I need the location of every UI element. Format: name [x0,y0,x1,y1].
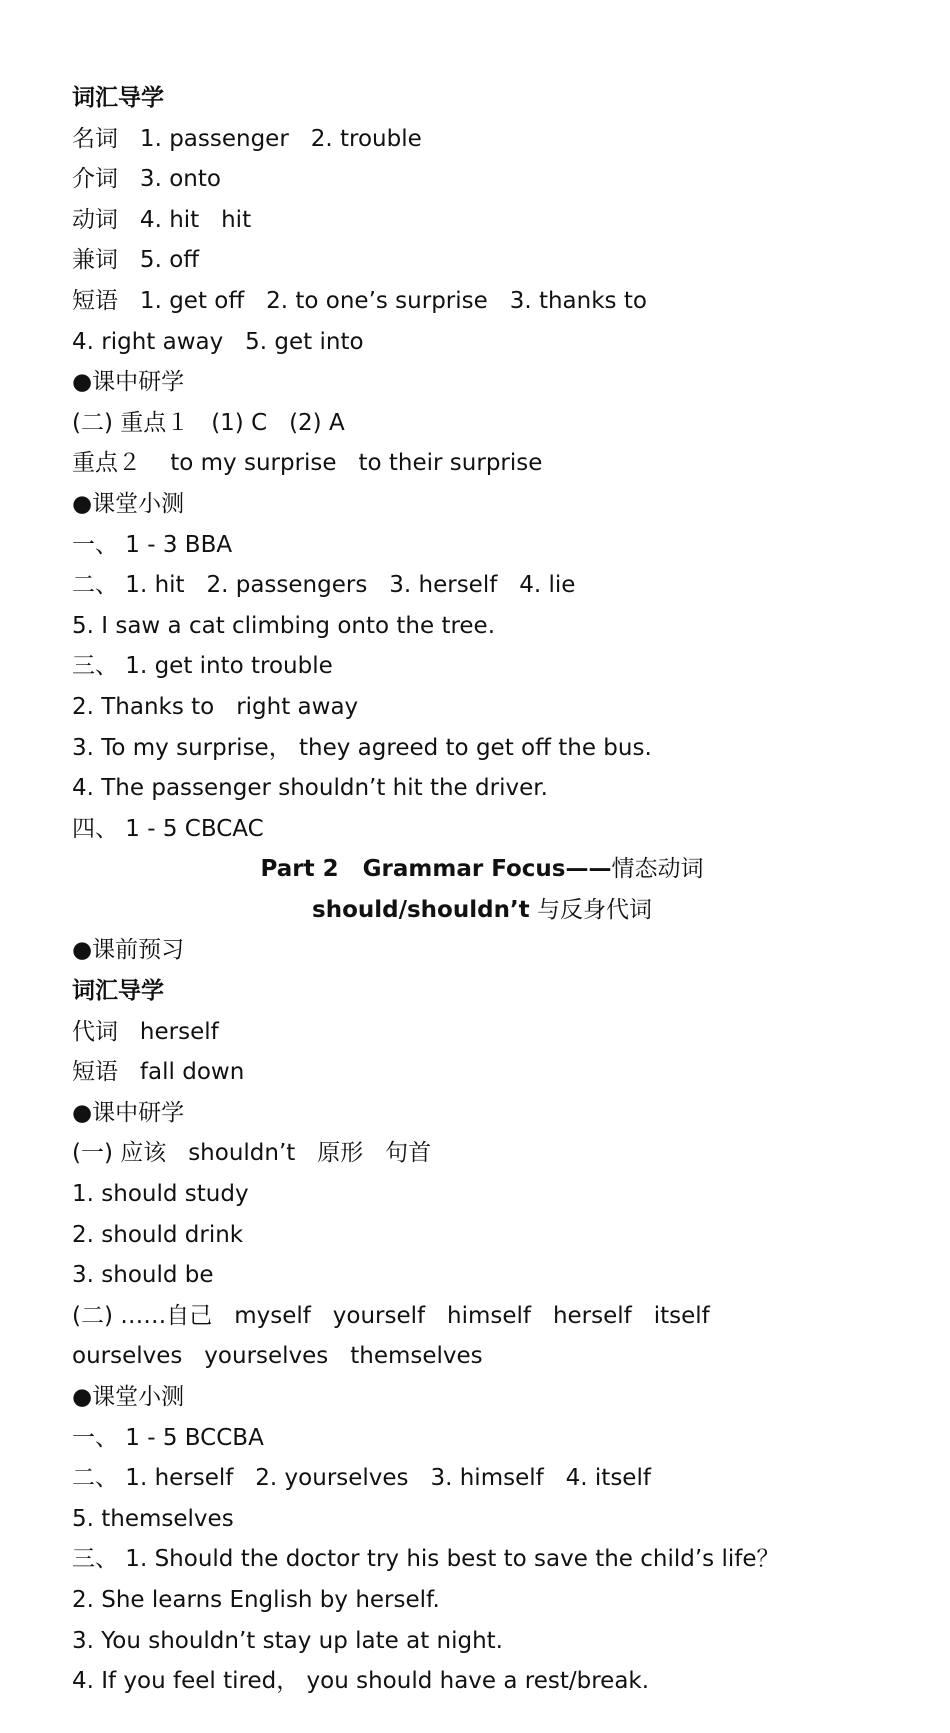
text-line: 3. You shouldn’t stay up late at night. [72,1627,503,1654]
heading-part: should/shouldn’t [312,896,530,923]
text-line: 4. If you feel tired， you should have a rest/break. [72,1668,650,1695]
heading-part: 情态动词 [611,856,704,883]
text-line: 重点２ to my surprise to their surprise [72,450,543,477]
text-line: 4. The passenger shouldn’t hit the driver. [72,775,548,802]
text-line: 短语 1. get off 2. to one’s surprise 3. thanks to [72,287,647,314]
section-heading [72,849,892,890]
text-line: 名词 1. passenger 2. trouble [72,125,422,152]
text-line: 代词 herself [72,1018,219,1045]
text-line: 5. themselves [72,1505,234,1532]
text-line: 5. I saw a cat climbing onto the tree. [72,612,496,639]
section-heading [72,890,892,931]
text-line: ●课堂小测 [72,1384,185,1410]
text-line: 介词 3. onto [72,166,221,193]
text-line: 词汇导学 [72,978,164,1005]
text-line: 三、 1. get into trouble [72,653,333,680]
text-line: 2. Thanks to right away [72,693,359,720]
text-line: ●课中研学 [72,1099,185,1126]
text-line: ●课堂小测 [72,490,185,517]
text-line: (二) 重点１ (1) C (2) A [72,409,345,436]
text-line: 一、 1 - 3 BBA [72,531,233,558]
text-line: ourselves yourselves themselves [72,1343,483,1370]
text-line: 短语 fall down [72,1059,245,1086]
text-line: 兼词 5. off [72,247,200,274]
text-line: 三、 1. Should the doctor try his best to save the child’s life？ [72,1546,780,1573]
text-line: 2. should drink [72,1221,244,1248]
text-line: 4. right away 5. get into [72,328,364,355]
answer-page [72,78,892,1702]
text-line: 词汇导学 [72,85,164,111]
heading-part: 与反身代词 [529,896,652,923]
text-line: 3. should be [72,1262,214,1289]
text-line: ●课中研学 [72,369,185,396]
text-line: (一) 应该 shouldn’t 原形 句首 [72,1140,432,1167]
heading-part: Part 2 Grammar Focus—— [260,856,612,883]
text-line: 动词 4. hit hit [72,206,252,233]
text-line: ●课前预习 [72,937,185,964]
text-line: 3. To my surprise， they agreed to get off the bus. [72,734,652,761]
text-line: (二) ……自己 myself yourself himself herself itself [72,1302,710,1329]
text-line: 二、 1. herself 2. yourselves 3. himself 4. itself [72,1465,651,1492]
text-line: 2. She learns English by herself. [72,1586,440,1613]
text-line: 一、 1 - 5 BCCBA [72,1424,264,1451]
text-line: 1. should study [72,1181,249,1208]
text-line: 二、 1. hit 2. passengers 3. herself 4. lie [72,572,576,599]
text-line: 四、 1 - 5 CBCAC [72,815,264,842]
